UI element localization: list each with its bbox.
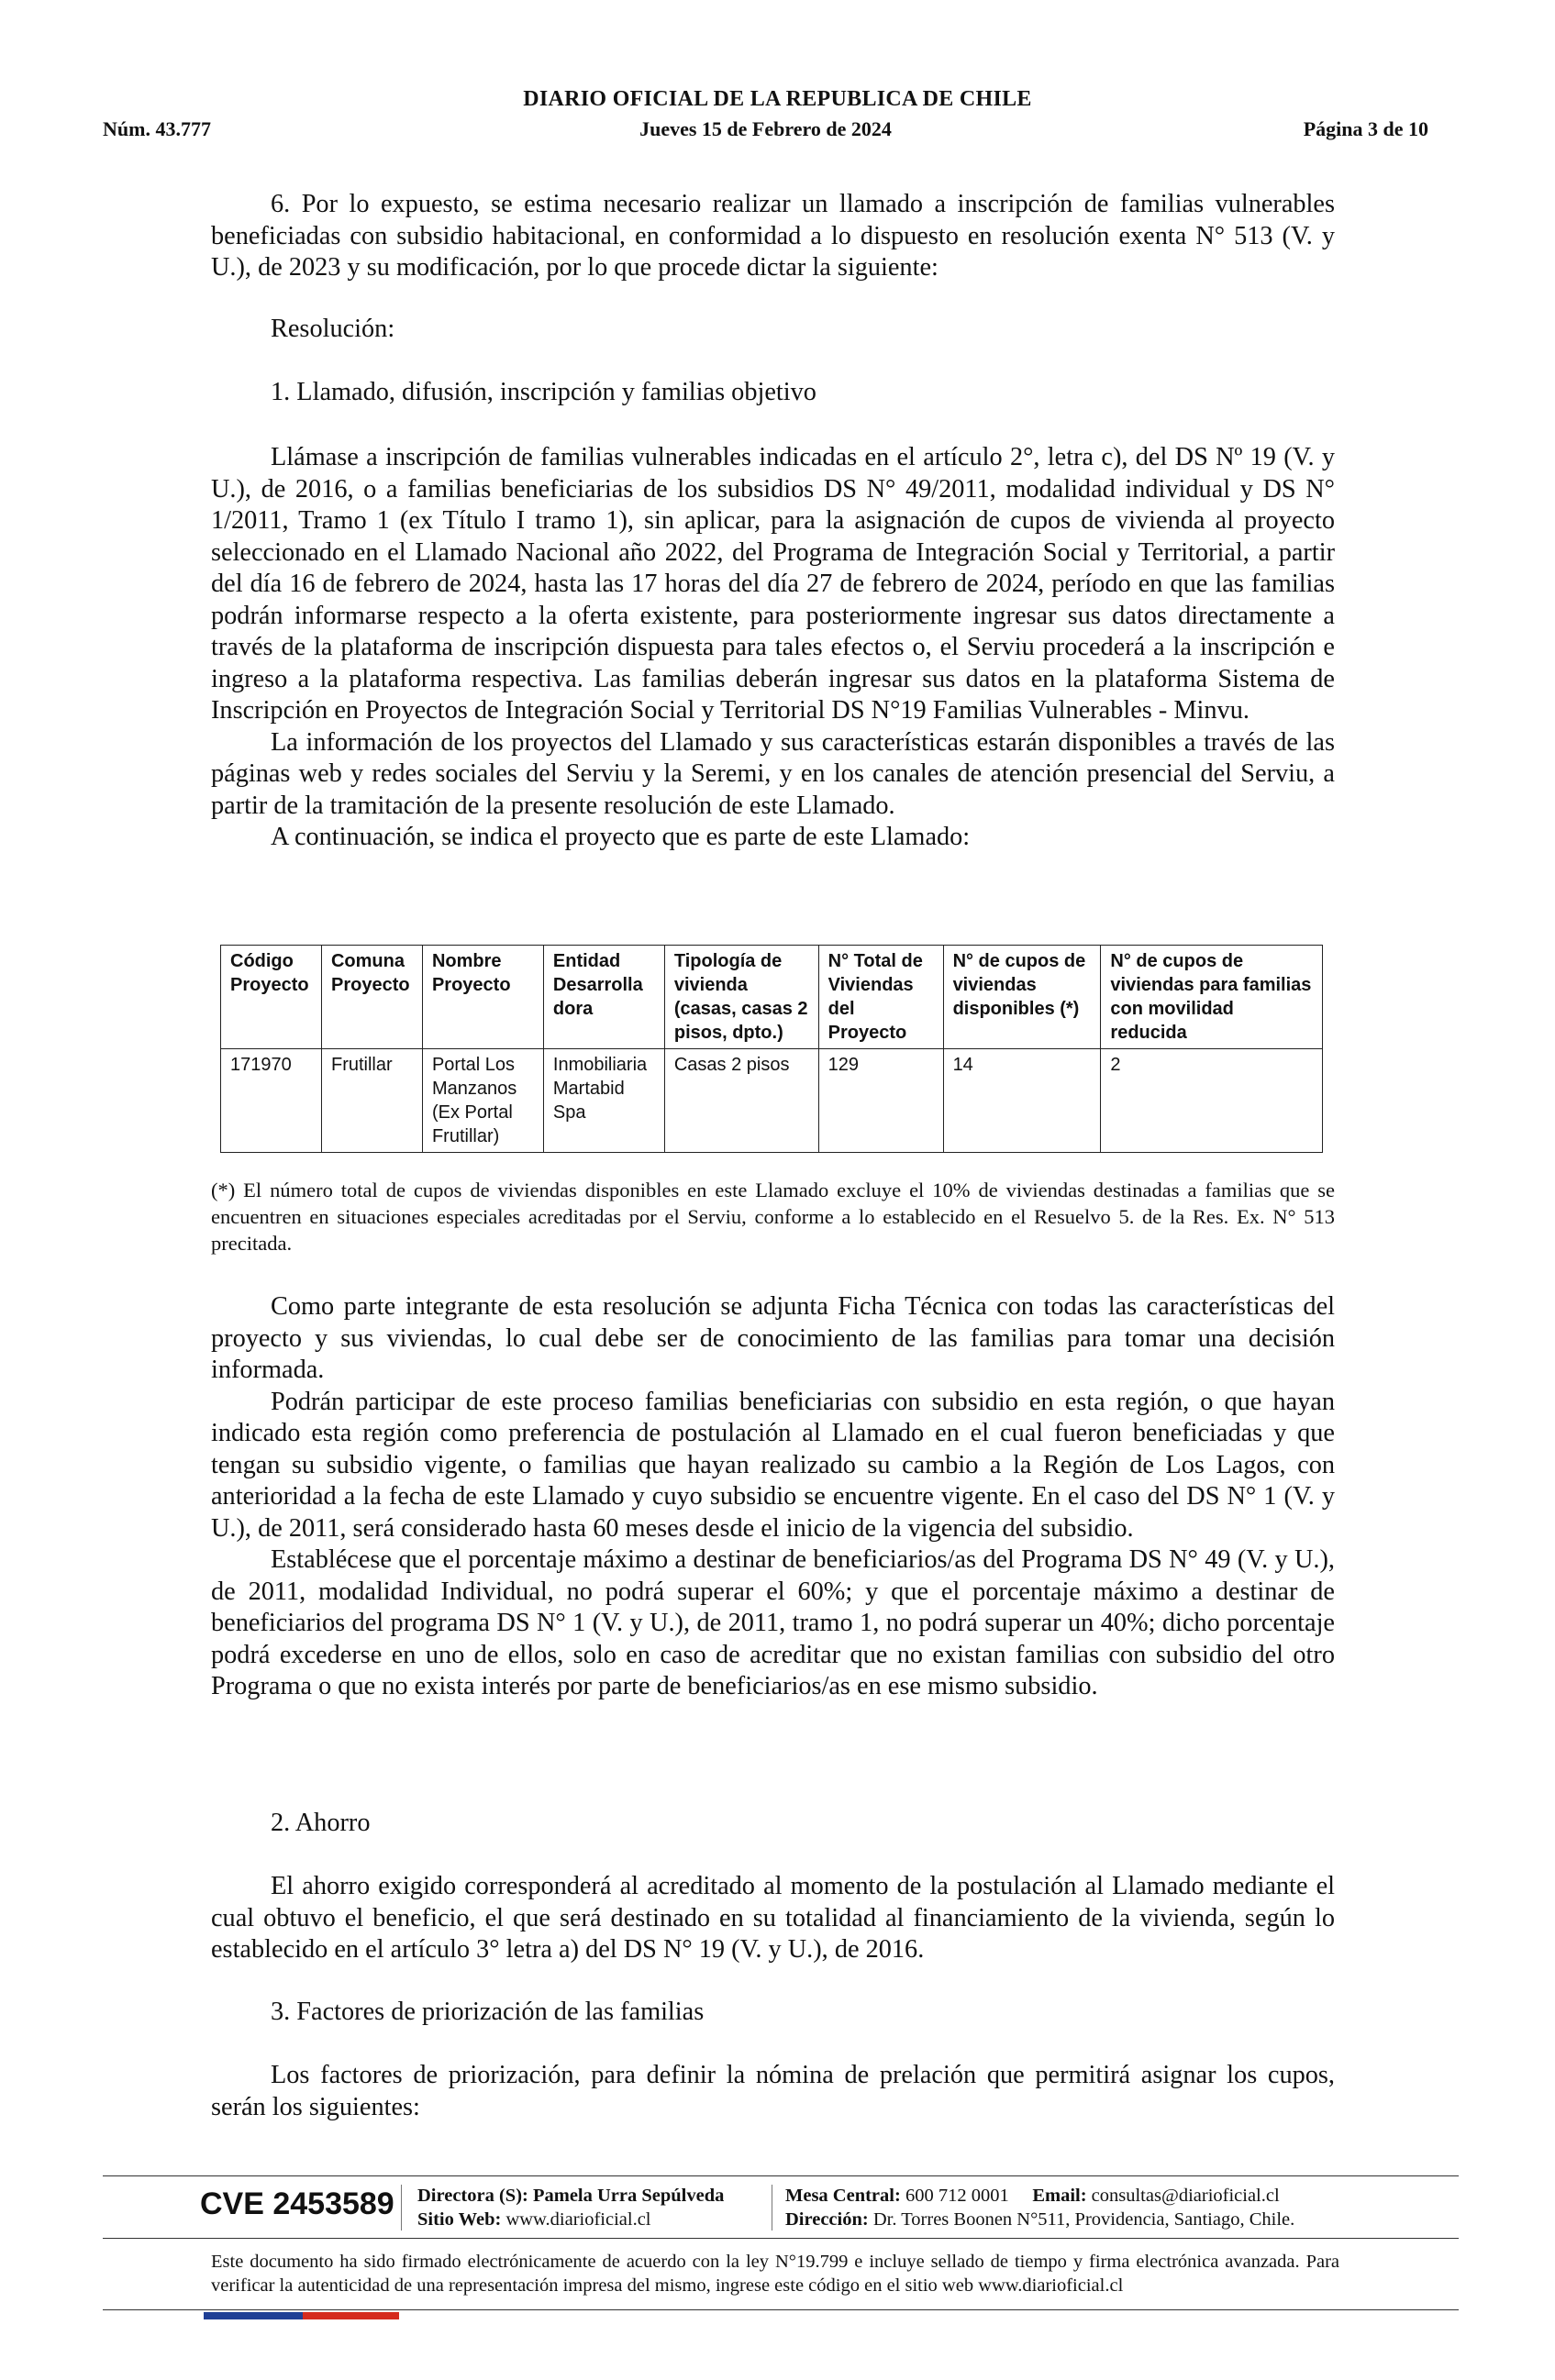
issue-number: Núm. 43.777 [103, 117, 211, 140]
project-paragraphs [211, 1291, 1335, 1703]
table-cell: 171970 [221, 1049, 322, 1153]
email-label: Email: [1032, 2186, 1087, 2206]
flag-stripe-blue [204, 2312, 303, 2319]
percentage-paragraph: Establécese que el porcentaje máximo a destinar de beneficiarios/as del Programa DS N° 49 (V. y U.), de 2011, modalidad Individual, no podrá superar el 60%; y que el porcentaje máximo a destinar de beneficiarios del programa DS N° 1 (V. y U.), de 2011, tramo 1, no podrá superar un 40%; dicho porcentaje podrá excederse en uno de ellos, solo en caso de acreditar que no existan familias con subsidio del otro Programa o que no exista interés por parte de beneficiarios/as en ese mismo subsidio. [211, 1545, 1335, 1700]
table-cell: Inmobiliaria Martabid Spa [543, 1049, 664, 1153]
participation-paragraph: Podrán participar de este proceso familias beneficiarias con subsidio en esta región, o que hayan indicado esta región como preferencia de postulación al Llamado en el cual fueron beneficiadas y que tengan su subsidio vigente, o familias que hayan realizado su cambio a la Región de Los Lagos, con anterioridad a la fecha de este Llamado y cuyo subsidio se encuentre vigente. En el caso del DS N° 1 (V. y U.), de 2011, será considerado hasta 60 meses desde el inicio de la vigencia del subsidio. [211, 1387, 1335, 1543]
footer-contact-right [785, 2184, 1294, 2231]
electronic-signature-notice: Este documento ha sido firmado electrónicamente de acuerdo con la ley N°19.799 e incluye sellado de tiempo y firma electrónica avanzada. Para verificar la autenticidad de una representación impresa del mismo, ingrese este código en el sitio web www.diarioficial.cl [211, 2252, 1339, 2296]
mesa-label: Mesa Central: [785, 2186, 901, 2206]
footer-separator [401, 2185, 402, 2231]
issue-date: Jueves 15 de Febrero de 2024 [639, 117, 892, 140]
footer-middle-rule [103, 2238, 1459, 2239]
section-1-body [211, 442, 1335, 854]
table-cell: Frutillar [321, 1049, 422, 1153]
ficha-tecnica-paragraph: Como parte integrante de esta resolución se adjunta Ficha Técnica con todas las características del proyecto y sus viviendas, lo cual debe ser de conocimiento de las familias para tomar una decisión informada. [211, 1292, 1335, 1384]
table-footnote: (*) El número total de cupos de viviendas disponibles en este Llamado excluye el 10% de viviendas destinadas a familias que se encuentren en situaciones especiales acreditadas por el Serviu, conforme a lo establecido en el Resuelvo 5. de la Res. Ex. N° 513 precitada. [211, 1179, 1335, 1255]
section-3-paragraph: Los factores de priorización, para definir la nómina de prelación que permitirá asignar los cupos, serán los siguientes: [211, 2061, 1335, 2121]
resolution-heading: Resolución: [271, 315, 395, 343]
table-cell: Portal Los Manzanos (Ex Portal Frutillar) [422, 1049, 543, 1153]
section-2-paragraph: El ahorro exigido corresponderá al acreditado al momento de la postulación al Llamado mediante el cual obtuvo el beneficio, el que será destinado en su totalidad al financiamiento de la vivienda, según lo establecido en el artículo 3° letra a) del DS N° 19 (V. y U.), de 2016. [211, 1872, 1335, 1964]
email-value: consultas@diarioficial.cl [1091, 2186, 1280, 2206]
table-cell: 14 [943, 1049, 1101, 1153]
gazette-title: DIARIO OFICIAL DE LA REPUBLICA DE CHILE [523, 87, 1032, 111]
column-header: N° de cupos de viviendas para familias con movilidad reducida [1101, 946, 1323, 1049]
column-header: Comuna Proyecto [321, 946, 422, 1049]
column-header: Código Proyecto [221, 946, 322, 1049]
flag-stripe-red [303, 2312, 399, 2319]
directora-label: Directora (S): [417, 2186, 528, 2206]
column-header: Nombre Proyecto [422, 946, 543, 1049]
project-table [220, 945, 1323, 1153]
directora-name: Pamela Urra Sepúlveda [532, 2186, 725, 2206]
table-cell: 2 [1101, 1049, 1323, 1153]
sitio-value: www.diarioficial.cl [505, 2209, 651, 2230]
header-row [103, 117, 1428, 145]
footer-top-rule [103, 2175, 1459, 2176]
section-1-paragraph-1: Llámase a inscripción de familias vulnerables indicadas en el artículo 2°, letra c), del DS Nº 19 (V. y U.), de 2016, o a familias beneficiarias de los subsidios DS N° 49/2011, modalidad individual y DS N° 1/2011, Tramo 1 (ex Título I tramo 1), sin aplicar, para la asignación de cupos de vivienda al proyecto seleccionado en el Llamado Nacional año 2022, del Programa de Integración Social y Territorial, a partir del día 16 de febrero de 2024, hasta las 17 horas del día 27 de febrero de 2024, período en que las familias podrán informarse respecto a la oferta existente, para posteriormente ingresar sus datos directamente a través de la plataforma de inscripción dispuesta para tales efectos o, el Serviu procederá a la inscripción e ingreso a la plataforma respectiva. Las familias deberán ingresar sus datos en la plataforma Sistema de Inscripción en Proyectos de Integración Social y Territorial DS N°19 Familias Vulnerables - Minvu. [211, 443, 1335, 725]
table-row [221, 1049, 1323, 1153]
table-cell: 129 [818, 1049, 943, 1153]
section-2-body [211, 1871, 1335, 1966]
section-3-body [211, 2060, 1335, 2123]
direccion-value: Dr. Torres Boonen N°511, Providencia, Santiago, Chile. [872, 2209, 1295, 2230]
column-header: N° de cupos de viviendas disponibles (*) [943, 946, 1101, 1049]
section-1-paragraph-3: A continuación, se indica el proyecto que es parte de este Llamado: [271, 823, 971, 851]
column-header: Tipología de vivienda (casas, casas 2 pisos, dpto.) [664, 946, 818, 1049]
cve-code: CVE 2453589 [200, 2186, 394, 2221]
column-header: Entidad Desarrolla dora [543, 946, 664, 1049]
mesa-value: 600 712 0001 [905, 2186, 1009, 2206]
section-3-title: 3. Factores de priorización de las familias [271, 1998, 705, 2026]
sitio-label: Sitio Web: [417, 2209, 502, 2230]
section-1-paragraph-2: La información de los proyectos del Llamado y sus características estarán disponibles a través de las páginas web y redes sociales del Serviu y la Seremi, y en los canales de atención presencial del Serviu, a partir de la tramitación de la presente resolución de este Llamado. [211, 727, 1335, 820]
column-header: N° Total de Viviendas del Proyecto [818, 946, 943, 1049]
table-cell: Casas 2 pisos [664, 1049, 818, 1153]
table-header-row [221, 946, 1323, 1049]
paragraph-6 [211, 189, 1335, 284]
section-2-title: 2. Ahorro [271, 1809, 371, 1837]
footer-contact-left [417, 2184, 724, 2231]
paragraph-6-text: 6. Por lo expuesto, se estima necesario realizar un llamado a inscripción de familias vulnerables beneficiadas con subsidio habitacional, en conformidad a lo dispuesto en resolución exenta N° 513 (V. y U.), de 2023 y su modificación, por lo que procede dictar la siguiente: [211, 190, 1335, 282]
footer-bottom-rule [103, 2309, 1459, 2310]
section-1-title: 1. Llamado, difusión, inscripción y familias objetivo [271, 378, 816, 406]
page-indicator: Página 3 de 10 [1303, 117, 1428, 140]
direccion-label: Dirección: [785, 2209, 869, 2230]
